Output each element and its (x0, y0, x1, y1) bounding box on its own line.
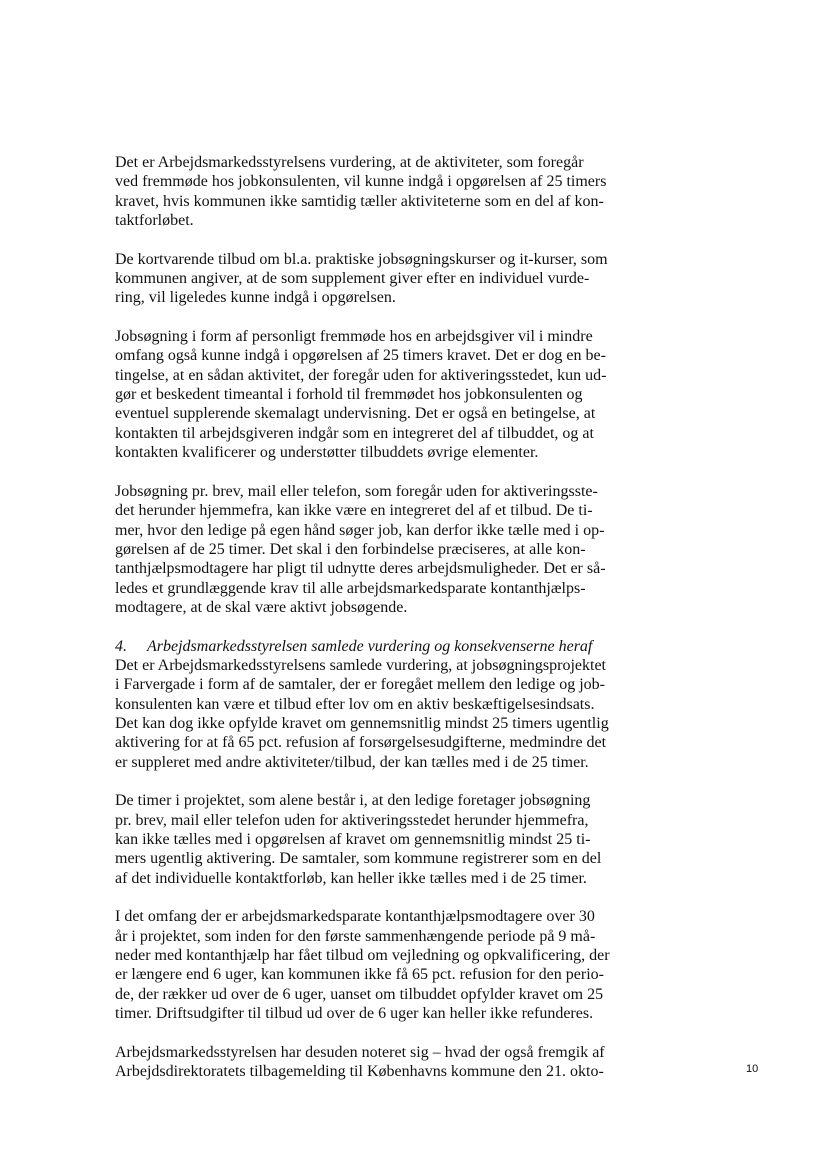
text-line: mers ugentlig aktivering. De samtaler, som kommune registrerer som en del (115, 850, 602, 868)
text-line: taktforløbet. (115, 212, 194, 230)
text-line: ved fremmøde hos jobkonsulenten, vil kunne indgå i opgørelsen af 25 timers (115, 173, 607, 191)
text-line: ring, vil ligeledes kunne indgå i opgørelsen. (115, 289, 396, 307)
section-title: Arbejdsmarkedsstyrelsen samlede vurdering og konsekvenserne heraf (147, 637, 593, 655)
paragraph (115, 791, 655, 888)
paragraph (115, 250, 655, 308)
text-line: Arbejdsdirektoratets tilbagemelding til Københavns kommune den 21. okto- (115, 1063, 604, 1081)
page-number: 10 (746, 1063, 759, 1075)
text-line: af det individuelle kontaktforløb, kan heller ikke tælles med i de 25 timer. (115, 869, 587, 887)
section-heading (115, 637, 655, 656)
text-line: neder med kontanthjælp har fået tilbud om vejledning og opkvalificering, der (115, 947, 610, 965)
text-line: timer. Driftsudgifter til tilbud ud over de 6 uger kan heller ikke refunderes. (115, 1005, 594, 1023)
paragraphs-before-section (115, 153, 655, 617)
text-line: gørelsen af de 25 timer. Det skal i den forbindelse præciseres, at alle kon- (115, 540, 586, 558)
section-number: 4. (115, 637, 127, 655)
text-line: kontakten til arbejdsgiveren indgår som en integreret del af tilbuddet, og at (115, 424, 594, 442)
paragraphs-after-section (115, 656, 655, 1082)
text-line: er længere end 6 uger, kan kommunen ikke få 65 pct. refusion for den perio- (115, 966, 604, 984)
paragraph (115, 482, 655, 617)
text-line: kontakten kvalificerer og understøtter tilbuddets øvrige elementer. (115, 444, 539, 462)
text-line: Jobsøgning pr. brev, mail eller telefon, som foregår uden for aktiveringsste- (115, 482, 598, 500)
text-line: I det omfang der er arbejdsmarkedsparate kontanthjælpsmodtagere over 30 (115, 908, 595, 926)
text-line: omfang også kunne indgå i opgørelsen af 25 timers kravet. Det er dog en be- (115, 347, 606, 365)
paragraph (115, 656, 655, 772)
text-line: pr. brev, mail eller telefon uden for aktiveringsstedet herunder hjemmefra, (115, 811, 589, 829)
text-line: gør et beskedent timeantal i forhold til fremmødet hos jobkonsulenten og (115, 386, 583, 404)
text-line: i Farvergade i form af de samtaler, der er foregået mellem den ledige og job- (115, 676, 605, 694)
text-line: De timer i projektet, som alene består i, at den ledige foretager jobsøgning (115, 792, 591, 810)
text-line: Det er Arbejdsmarkedsstyrelsens vurdering, at de aktiviteter, som foregår (115, 154, 584, 171)
text-line: kravet, hvis kommunen ikke samtidig tæller aktiviteterne som en del af kon- (115, 192, 604, 210)
text-line: aktivering for at få 65 pct. refusion af forsørgelsesudgifterne, medmindre det (115, 734, 607, 752)
text-line: konsulenten kan være et tilbud efter lov om en aktiv beskæftigelsesindsats. (115, 695, 595, 713)
text-line: Arbejdsmarkedsstyrelsen har desuden noteret sig – hvad der også fremgik af (115, 1043, 605, 1061)
text-line: modtagere, at de skal være aktivt jobsøgende. (115, 598, 408, 616)
text-line: tingelse, at en sådan aktivitet, der foregår uden for aktiveringsstedet, kun ud- (115, 366, 607, 384)
paragraph (115, 153, 655, 230)
paragraph (115, 327, 655, 462)
text-line: tanthjælpsmodtagere har pligt til udnytte deres arbejdsmuligheder. Det er så- (115, 560, 606, 578)
text-line: eventuel supplerende skemalagt undervisning. Det er også en betingelse, at (115, 405, 596, 423)
text-line: Jobsøgning i form af personligt fremmøde hos en arbejdsgiver vil i mindre (115, 328, 593, 346)
text-line: ledes et grundlæggende krav til alle arbejdsmarkedsparate kontanthjælps- (115, 579, 586, 597)
paragraph (115, 1043, 655, 1082)
paragraph (115, 907, 655, 1023)
text-line: det herunder hjemmefra, kan ikke være en integreret del af et tilbud. De ti- (115, 502, 593, 520)
text-line: år i projektet, som inden for den første sammenhængende periode på 9 må- (115, 927, 596, 945)
text-line: er suppleret med andre aktiviteter/tilbud, der kan tælles med i de 25 timer. (115, 753, 589, 771)
document-body (115, 153, 655, 1101)
text-line: Det er Arbejdsmarkedsstyrelsens samlede vurdering, at jobsøgningsprojektet (115, 656, 606, 674)
text-line: De kortvarende tilbud om bl.a. praktiske jobsøgningskurser og it-kurser, som (115, 250, 608, 268)
text-line: kan ikke tælles med i opgørelsen af kravet om gennemsnitlig mindst 25 ti- (115, 831, 591, 849)
text-line: mer, hvor den ledige på egen hånd søger job, kan derfor ikke tælle med i op- (115, 521, 605, 539)
text-line: Det kan dog ikke opfylde kravet om gennemsnitlig mindst 25 timers ugentlig (115, 714, 609, 732)
text-line: kommunen angiver, at de som supplement giver efter en individuel vurde- (115, 270, 590, 288)
text-line: de, der rækker ud over de 6 uger, uanset om tilbuddet opfylder kravet om 25 (115, 985, 604, 1003)
